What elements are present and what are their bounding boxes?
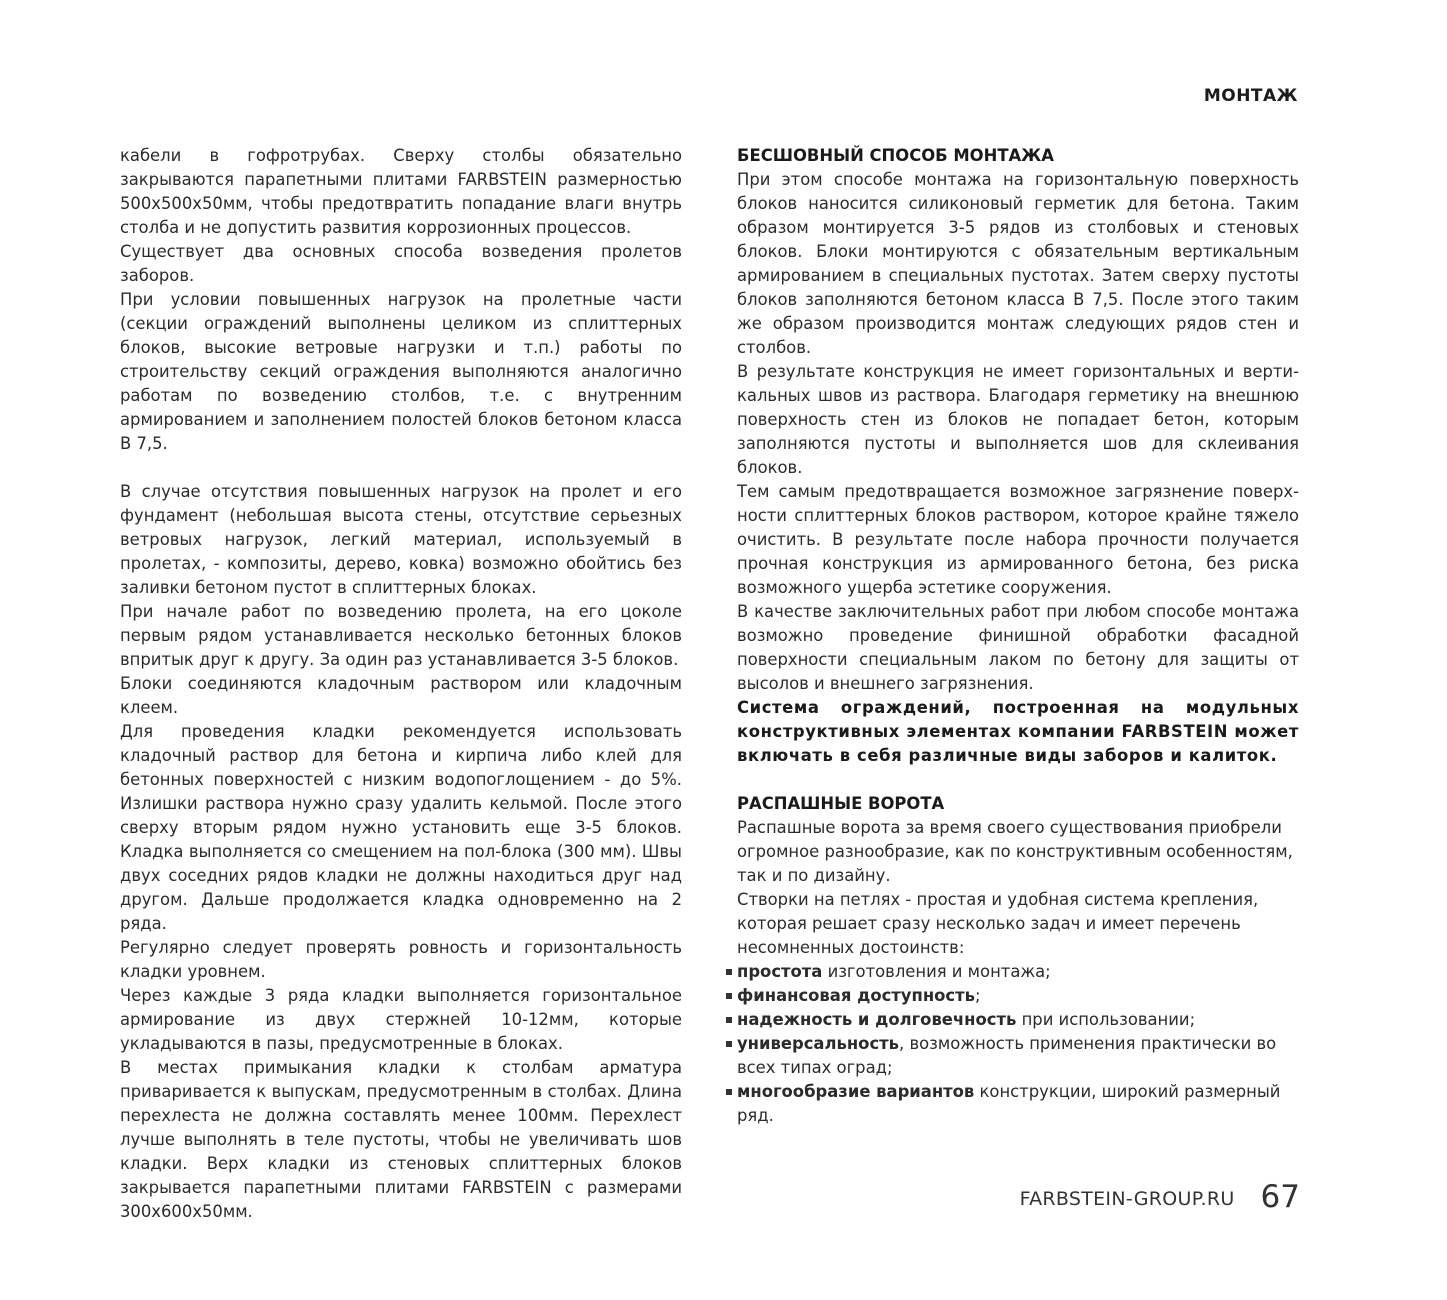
- list-item-text: при использовании;: [1016, 1010, 1196, 1029]
- list-item-text: изготовления и монтажа;: [822, 962, 1051, 981]
- paragraph: Через каждые 3 ряда кладки выполняется горизонтальное армирование из двух стержней 10-12мм, которые укладываются в пазы, предусмотренные в блоках.: [120, 986, 682, 1053]
- paragraph: Распашные ворота за время своего существования приобрели огромное разнообразие, как по конструктивным особенностям, так и по дизайну.: [737, 818, 1293, 885]
- paragraph: В случае отсутствия повышенных нагрузок на пролет и его фундамент (небольшая высота стены, отсутствие серьезных ветровых нагрузок, легкий материал, используемый в пролетах, - композиты, дерево, ковка) возможно обойтись без заливки бетоном пустот в сплиттерных блоках.: [120, 482, 682, 597]
- list-item-bold: финансовая доступность: [737, 986, 975, 1005]
- right-column: [737, 144, 1299, 1128]
- paragraph: В результате конструкция не имеет горизонтальных и верти-кальных швов из раствора. Благодаря герметику на внешнюю поверхность стен из блоков не попадает бетон, которым заполняются пустоты и выполняется шов для склеивания блоков.: [737, 362, 1299, 477]
- section-header: МОНТАЖ: [1203, 86, 1298, 106]
- paragraph: В местах примыкания кладки к столбам арматура приваривается к выпускам, предусмотренным в столбах. Длина перехлеста не должна составлять менее 100мм. Перехлест лучше выполнять в теле пустоты, чтобы не увеличивать шов кладки. Верх кладки из стеновых сплиттерных блоков закрывается парапетными плитами FARBSTEIN с размерами 300х600х50мм.: [120, 1058, 682, 1221]
- paragraph: Створки на петлях - простая и удобная система крепления, которая решает сразу несколько задач и имеет перечень несомненных достоинств:: [737, 890, 1259, 957]
- list-item: [737, 1080, 1299, 1128]
- list-item: [737, 1032, 1299, 1080]
- paragraph: В качестве заключительных работ при любом способе монтажа возможно проведение финишной обработки фасадной поверхности специальным лаком по бетону для защиты от высолов и внешнего загрязнения.: [737, 602, 1299, 693]
- list-item-bold: универсальность: [737, 1034, 900, 1053]
- bullet-icon: [726, 1089, 732, 1095]
- paragraph: При этом способе монтажа на горизонтальную поверхность блоков наносится силиконовый герметик для бетона. Таким образом монтируется 3-5 рядов из столбовых и стеновых блоков. Блоки монтируются с обязательным вертикальным армированием в специальных пустотах. Затем сверху пустоты блоков заполняются бетоном класса В 7,5. После этого таким же образом производится монтаж следующих рядов стен и столбов.: [737, 170, 1299, 357]
- list-item-text: ;: [974, 986, 981, 1005]
- bullet-icon: [726, 1017, 732, 1023]
- list-item-bold: многообразие вариантов: [737, 1082, 975, 1101]
- list-item: [737, 960, 1299, 984]
- list-item-text: , возможность применения практически во всех типах оград;: [737, 1034, 1277, 1077]
- paragraph: Для проведения кладки рекомендуется использовать кладочный раствор для бетона и кирпича либо клей для бетонных поверхностей с низким водопоглощением - до 5%. Излишки раствора нужно сразу удалить кельмой. После этого сверху вторым рядом нужно установить еще 3-5 блоков. Кладка выполняется со смещением на пол-блока (300 мм). Швы двух соседних рядов кладки не должны находиться друг над другом. Дальше продолжается кладка одновременно на 2 ряда.: [120, 722, 682, 933]
- bold-statement: Система ограждений, построенная на модульных конструктивных элементах компании FARBSTEIN может включать в себя различные виды заборов и калиток.: [737, 698, 1299, 765]
- page-number: 67: [1260, 1179, 1300, 1215]
- paragraph: кабели в гофротрубах. Сверху столбы обязательно закрываются парапетными плитами FARBSTEIN размерностью 500х500х50мм, чтобы предотвратить попадание влаги внутрь столба и не допустить развития коррозионных процессов.: [120, 146, 682, 237]
- left-column: [120, 144, 682, 1224]
- bullet-icon: [726, 1041, 732, 1047]
- website-link[interactable]: FARBSTEIN-GROUP.RU: [1019, 1188, 1235, 1210]
- paragraph: При условии повышенных нагрузок на пролетные части (секции ограждений выполнены целиком из сплиттерных блоков, высокие ветровые нагрузки и т.п.) работы по строительству секций ограждения выполняются аналогично работам по возведению столбов, т.е. с внутренним армированием и заполнением полостей блоков бетоном класса В 7,5.: [120, 290, 682, 453]
- list-item: [737, 984, 1299, 1008]
- bullet-icon: [726, 969, 732, 975]
- section-heading-swing-gates: РАСПАШНЫЕ ВОРОТА: [737, 794, 945, 813]
- section-heading-seamless: БЕСШОВНЫЙ СПОСОБ МОНТАЖА: [737, 146, 1054, 165]
- paragraph: Тем самым предотвращается возможное загрязнение поверх-ности сплиттерных блоков раствором, которое крайне тяжело очистить. В результате после набора прочности получается прочная конструкция из армированного бетона, без риска возможного ущерба эстетике сооружения.: [737, 482, 1299, 597]
- paragraph: Существует два основных способа возведения пролетов заборов.: [120, 242, 682, 285]
- bullet-icon: [726, 993, 732, 999]
- list-item-bold: простота: [737, 962, 823, 981]
- list-item: [737, 1008, 1299, 1032]
- paragraph: При начале работ по возведению пролета, на его цоколе первым рядом устанавливается несколько бетонных блоков впритык друг к другу. За один раз устанавливается 3-5 блоков.: [120, 602, 682, 669]
- list-item-text: конструкции, широкий размерный ряд.: [737, 1082, 1281, 1125]
- paragraph: Блоки соединяются кладочным раствором или кладочным клеем.: [120, 674, 682, 717]
- paragraph: Регулярно следует проверять ровность и горизонтальность кладки уровнем.: [120, 938, 682, 981]
- advantages-list: [737, 960, 1299, 1128]
- page-footer: [1019, 1179, 1300, 1215]
- list-item-bold: надежность и долговечность: [737, 1010, 1017, 1029]
